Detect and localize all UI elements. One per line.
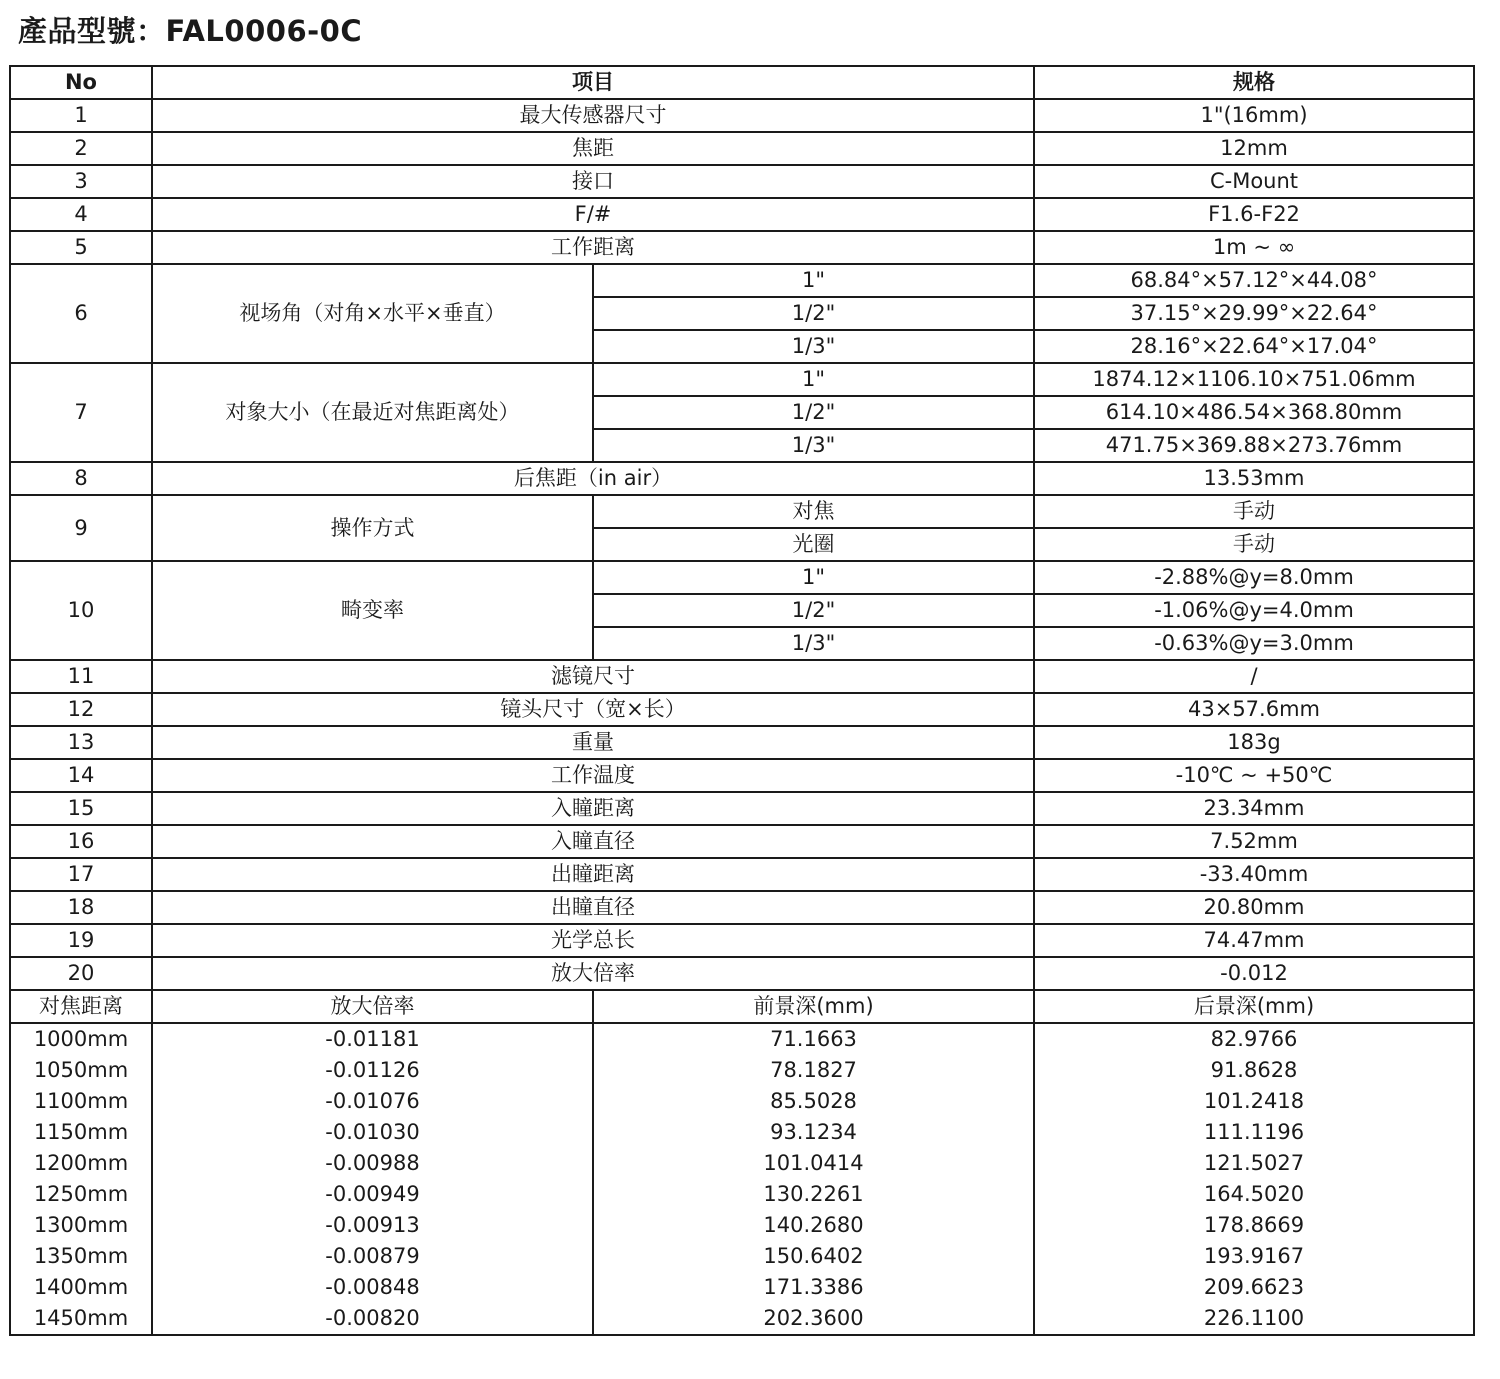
dof-row [10, 1023, 1474, 1055]
dof-magnification-cell: -0.00879 [152, 1241, 593, 1272]
dof-row [10, 1210, 1474, 1241]
dof-front-cell: 150.6402 [593, 1241, 1034, 1272]
dof-distance-cell: 1350mm [10, 1241, 152, 1272]
dof-magnification-cell: -0.01181 [152, 1023, 593, 1055]
table-row [10, 198, 1474, 231]
item-label: 光学总长 [152, 924, 1034, 957]
spec-value: -33.40mm [1034, 858, 1474, 891]
row-number: 1 [10, 99, 152, 132]
sub-label: 1" [593, 363, 1034, 396]
sub-label: 对焦 [593, 495, 1034, 528]
table-row [10, 462, 1474, 495]
item-label: 工作温度 [152, 759, 1034, 792]
dof-front-cell: 85.5028 [593, 1086, 1034, 1117]
dof-row [10, 1179, 1474, 1210]
sub-label: 1/2" [593, 297, 1034, 330]
table-row [10, 858, 1474, 891]
table-row [10, 693, 1474, 726]
dof-header-back: 后景深(mm) [1034, 990, 1474, 1023]
row-number: 2 [10, 132, 152, 165]
table-row [10, 165, 1474, 198]
dof-back-cell: 91.8628 [1034, 1055, 1474, 1086]
spec-table [9, 65, 1475, 1336]
row-number: 14 [10, 759, 152, 792]
row-number: 19 [10, 924, 152, 957]
dof-front-cell: 171.3386 [593, 1272, 1034, 1303]
row-number: 16 [10, 825, 152, 858]
dof-row [10, 1086, 1474, 1117]
dof-row [10, 1241, 1474, 1272]
spec-value: 1"(16mm) [1034, 99, 1474, 132]
row-number: 10 [10, 561, 152, 660]
item-label: 畸变率 [152, 561, 593, 660]
table-row [10, 759, 1474, 792]
dof-magnification-cell: -0.01076 [152, 1086, 593, 1117]
item-label: 镜头尺寸（宽×长） [152, 693, 1034, 726]
dof-back-cell: 178.8669 [1034, 1210, 1474, 1241]
dof-header-magnification: 放大倍率 [152, 990, 593, 1023]
row-number: 18 [10, 891, 152, 924]
row-number: 11 [10, 660, 152, 693]
dof-magnification-cell: -0.01030 [152, 1117, 593, 1148]
item-label: 入瞳直径 [152, 825, 1034, 858]
dof-header-row [10, 990, 1474, 1023]
sub-label: 1/3" [593, 429, 1034, 462]
spec-value: 74.47mm [1034, 924, 1474, 957]
spec-value: -1.06%@y=4.0mm [1034, 594, 1474, 627]
dof-distance-cell: 1450mm [10, 1303, 152, 1335]
row-number: 6 [10, 264, 152, 363]
dof-magnification-cell: -0.00820 [152, 1303, 593, 1335]
item-label: 后焦距（in air） [152, 462, 1034, 495]
item-label: 接口 [152, 165, 1034, 198]
spec-value: -0.63%@y=3.0mm [1034, 627, 1474, 660]
spec-value: -2.88%@y=8.0mm [1034, 561, 1474, 594]
table-row [10, 660, 1474, 693]
dof-magnification-cell: -0.00913 [152, 1210, 593, 1241]
spec-value: -0.012 [1034, 957, 1474, 990]
table-row [10, 264, 1474, 297]
dof-header-distance: 对焦距离 [10, 990, 152, 1023]
spec-value: 手动 [1034, 528, 1474, 561]
dof-header-front: 前景深(mm) [593, 990, 1034, 1023]
row-number: 13 [10, 726, 152, 759]
spec-value: 20.80mm [1034, 891, 1474, 924]
table-row [10, 99, 1474, 132]
item-label: 焦距 [152, 132, 1034, 165]
table-row [10, 363, 1474, 396]
row-number: 9 [10, 495, 152, 561]
table-row [10, 132, 1474, 165]
row-number: 17 [10, 858, 152, 891]
sub-label: 1/2" [593, 594, 1034, 627]
spec-value: 7.52mm [1034, 825, 1474, 858]
spec-value: 471.75×369.88×273.76mm [1034, 429, 1474, 462]
dof-front-cell: 71.1663 [593, 1023, 1034, 1055]
sub-label: 1" [593, 264, 1034, 297]
header-no: No [10, 66, 152, 99]
dof-front-cell: 130.2261 [593, 1179, 1034, 1210]
table-row [10, 825, 1474, 858]
row-number: 4 [10, 198, 152, 231]
spec-value: 1874.12×1106.10×751.06mm [1034, 363, 1474, 396]
table-row [10, 495, 1474, 528]
sub-label: 1/3" [593, 627, 1034, 660]
spec-value: F1.6-F22 [1034, 198, 1474, 231]
item-label: 最大传感器尺寸 [152, 99, 1034, 132]
dof-distance-cell: 1200mm [10, 1148, 152, 1179]
row-number: 7 [10, 363, 152, 462]
spec-value: 28.16°×22.64°×17.04° [1034, 330, 1474, 363]
dof-distance-cell: 1400mm [10, 1272, 152, 1303]
dof-back-cell: 164.5020 [1034, 1179, 1474, 1210]
item-label: 工作距离 [152, 231, 1034, 264]
dof-distance-cell: 1150mm [10, 1117, 152, 1148]
spec-value: 68.84°×57.12°×44.08° [1034, 264, 1474, 297]
dof-front-cell: 101.0414 [593, 1148, 1034, 1179]
spec-value: 1m ~ ∞ [1034, 231, 1474, 264]
dof-magnification-cell: -0.01126 [152, 1055, 593, 1086]
item-label: F/# [152, 198, 1034, 231]
sub-label: 1/3" [593, 330, 1034, 363]
row-number: 12 [10, 693, 152, 726]
item-label: 重量 [152, 726, 1034, 759]
dof-back-cell: 121.5027 [1034, 1148, 1474, 1179]
table-row [10, 726, 1474, 759]
dof-distance-cell: 1300mm [10, 1210, 152, 1241]
spec-value: / [1034, 660, 1474, 693]
table-header-row [10, 66, 1474, 99]
item-label: 入瞳距离 [152, 792, 1034, 825]
dof-distance-cell: 1250mm [10, 1179, 152, 1210]
spec-value: 13.53mm [1034, 462, 1474, 495]
table-row [10, 231, 1474, 264]
item-label: 出瞳距离 [152, 858, 1034, 891]
header-spec: 规格 [1034, 66, 1474, 99]
spec-value: 手动 [1034, 495, 1474, 528]
dof-back-cell: 226.1100 [1034, 1303, 1474, 1335]
dof-front-cell: 202.3600 [593, 1303, 1034, 1335]
sub-label: 1/2" [593, 396, 1034, 429]
spec-value: 614.10×486.54×368.80mm [1034, 396, 1474, 429]
row-number: 3 [10, 165, 152, 198]
spec-value: C-Mount [1034, 165, 1474, 198]
table-row [10, 891, 1474, 924]
item-label: 操作方式 [152, 495, 593, 561]
spec-value: 23.34mm [1034, 792, 1474, 825]
item-label: 对象大小（在最近对焦距离处） [152, 363, 593, 462]
dof-back-cell: 209.6623 [1034, 1272, 1474, 1303]
table-row [10, 957, 1474, 990]
dof-row [10, 1272, 1474, 1303]
sub-label: 光圈 [593, 528, 1034, 561]
dof-magnification-cell: -0.00988 [152, 1148, 593, 1179]
dof-back-cell: 193.9167 [1034, 1241, 1474, 1272]
dof-row [10, 1117, 1474, 1148]
dof-front-cell: 140.2680 [593, 1210, 1034, 1241]
dof-row [10, 1055, 1474, 1086]
sub-label: 1" [593, 561, 1034, 594]
page-title: 產品型號：FAL0006-0C [18, 14, 363, 48]
spec-value: 12mm [1034, 132, 1474, 165]
dof-distance-cell: 1100mm [10, 1086, 152, 1117]
row-number: 20 [10, 957, 152, 990]
spec-value: 37.15°×29.99°×22.64° [1034, 297, 1474, 330]
row-number: 8 [10, 462, 152, 495]
row-number: 15 [10, 792, 152, 825]
dof-front-cell: 93.1234 [593, 1117, 1034, 1148]
spec-value: -10℃ ~ +50℃ [1034, 759, 1474, 792]
dof-magnification-cell: -0.00848 [152, 1272, 593, 1303]
table-row [10, 792, 1474, 825]
dof-row [10, 1148, 1474, 1179]
dof-distance-cell: 1050mm [10, 1055, 152, 1086]
table-row [10, 561, 1474, 594]
item-label: 视场角（对角×水平×垂直） [152, 264, 593, 363]
spec-value: 43×57.6mm [1034, 693, 1474, 726]
dof-distance-cell: 1000mm [10, 1023, 152, 1055]
dof-magnification-cell: -0.00949 [152, 1179, 593, 1210]
dof-row [10, 1303, 1474, 1335]
dof-back-cell: 101.2418 [1034, 1086, 1474, 1117]
spec-value: 183g [1034, 726, 1474, 759]
item-label: 滤镜尺寸 [152, 660, 1034, 693]
table-row [10, 924, 1474, 957]
item-label: 放大倍率 [152, 957, 1034, 990]
row-number: 5 [10, 231, 152, 264]
dof-back-cell: 82.9766 [1034, 1023, 1474, 1055]
dof-front-cell: 78.1827 [593, 1055, 1034, 1086]
dof-back-cell: 111.1196 [1034, 1117, 1474, 1148]
item-label: 出瞳直径 [152, 891, 1034, 924]
header-item: 项目 [152, 66, 1034, 99]
